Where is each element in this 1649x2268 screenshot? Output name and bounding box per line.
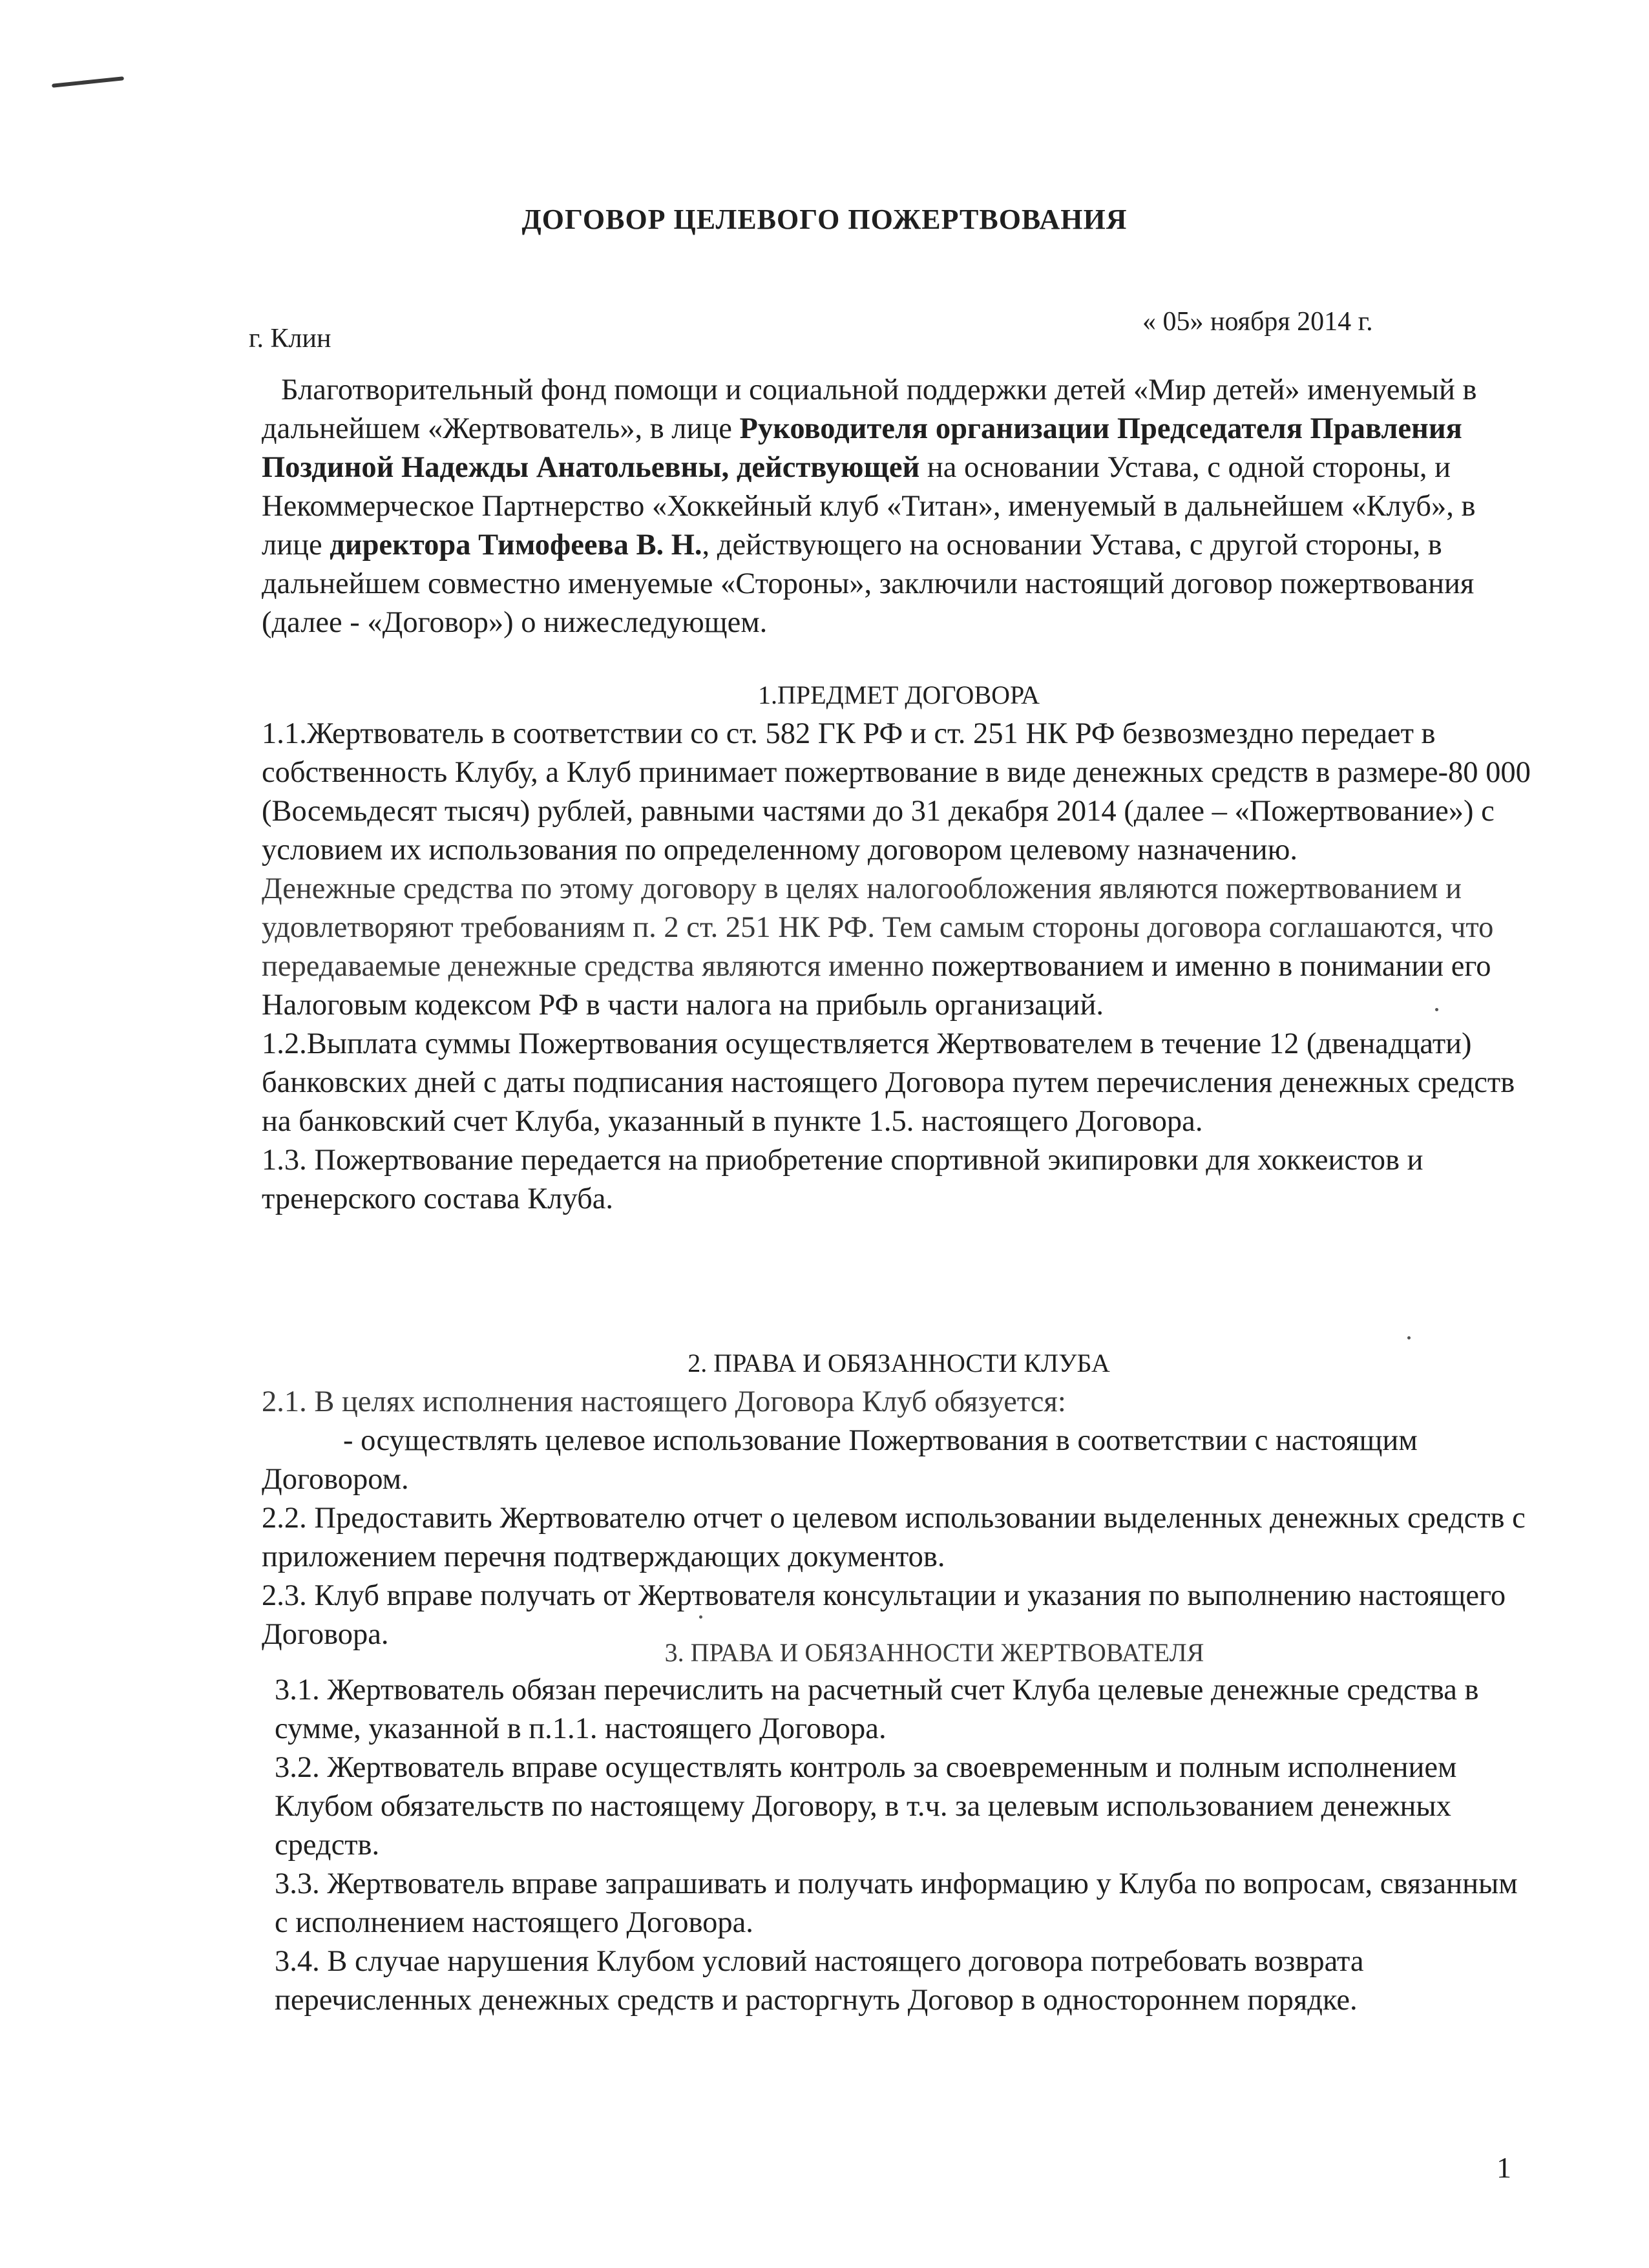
clause-2-1-b: Договором. xyxy=(262,1463,409,1496)
intro-bold-1: Руководителя организации Председателя Правления Поздиной Надежды Анатольевны, действующей xyxy=(262,412,1462,484)
section-1-heading: 1.ПРЕДМЕТ ДОГОВОРА xyxy=(757,680,1040,709)
clause-1-1-tax-text-2: пожертвованием и именно в понимании его Налоговым кодексом РФ в части налога на прибыль организаций. xyxy=(262,950,1491,1022)
date-label: « 05» ноября 2014 г. xyxy=(1142,307,1373,337)
clause-3-1: 3.1. Жертвователь обязан перечислить на расчетный счет Клуба целевые денежные средства в сумме, указанной в п.1.1. настоящего Договора. xyxy=(275,1674,1479,1745)
clause-3-2: 3.2. Жертвователь вправе осуществлять контроль за своевременным и полным исполнением Клубом обязательств по настоящему Договору, в т.ч. за целевым использованием денежных средств. xyxy=(275,1751,1457,1862)
place-label: г. Клин xyxy=(249,324,331,353)
section-2-heading: 2. ПРАВА И ОБЯЗАННОСТИ КЛУБА xyxy=(688,1349,1110,1378)
page-number: 1 xyxy=(1497,2151,1511,2184)
clause-1-1-amount: размере-80 000 (Восемьдесят тысяч) рублей, равными частями до 31 декабря 2014 (далее – «Пожертвование») с условием их использования по определенному договором целевому назначению. xyxy=(262,756,1531,866)
intro-bold-2: директора Тимофеева В. Н. xyxy=(330,529,702,562)
clause-2-1: 2.1. В целях исполнения настоящего Договора Клуб обязуется: xyxy=(262,1385,1066,1418)
intro-text-2: на основании Устава, с одной стороны, и Некоммерческое Партнерство «Хоккейный клуб «Титан», именуемый в дальнейшем «Клуб», в лице xyxy=(262,451,1476,562)
clause-1-1-tax xyxy=(262,870,1531,1025)
section-3-heading: 3. ПРАВА И ОБЯЗАННОСТИ ЖЕРТВОВАТЕЛЯ xyxy=(664,1638,1204,1667)
clause-2-2: 2.2. Предоставить Жертвователю отчет о целевом использовании выделенных денежных средств с приложением перечня подтверждающих документов. xyxy=(262,1502,1526,1573)
clause-2-3: 2.3. Клуб вправе получать от Жертвователя консультации и указания по выполнению настоящего Договора. xyxy=(262,1579,1506,1651)
clause-1-3: 1.3. Пожертвование передается на приобретение спортивной экипировки для хоккеистов и тренерского состава Клуба. xyxy=(262,1144,1423,1215)
section-2-body xyxy=(262,1383,1531,1654)
section-3-body xyxy=(275,1671,1531,2020)
clause-1-2: 1.2.Выплата суммы Пожертвования осуществляется Жертвователем в течение 12 (двенадцати) банковских дней с даты подписания настоящего Договора путем перечисления денежных средств на банковский счет Клуба, указанный в пункте 1.5. настоящего Договора. xyxy=(262,1027,1515,1138)
intro-paragraph xyxy=(262,371,1531,642)
section-1-body xyxy=(262,715,1531,1219)
clause-1-1-tax-text: Денежные средства по этому договору в целях налогообложения являются пожертвованием и удовлетворяют требованиям п. 2 ст. 251 НК РФ. Тем самым стороны договора соглашаются, что передаваемые денежные средства являются именно xyxy=(262,872,1494,983)
intro-text-3: , действующего на основании Устава, с другой стороны, в дальнейшем совместно именуемые «Стороны», заключили настоящий договор пожертвования (далее - «Договор») о нижеследующем. xyxy=(262,529,1475,639)
scan-speck xyxy=(1407,1336,1411,1339)
clause-2-1-a: - осуществлять целевое использование Пожертвования в соответствии с настоящим xyxy=(343,1424,1418,1457)
clause-1-1-text: 1.1.Жертвователь в соответствии со ст. 582 ГК РФ и ст. 251 НК РФ безвозмездно передает в собственность Клубу, а Клуб принимает пожертвование в виде денежных средств в xyxy=(262,717,1436,789)
scan-speck xyxy=(1435,1008,1438,1011)
clause-3-3: 3.3. Жертвователь вправе запрашивать и получать информацию у Клуба по вопросам, связанным с исполнением настоящего Договора. xyxy=(275,1867,1518,1939)
clause-1-1 xyxy=(262,715,1531,870)
scan-mark xyxy=(52,76,124,88)
clause-3-4: 3.4. В случае нарушения Клубом условий настоящего договора потребовать возврата перечисленных денежных средств и расторгнуть Договор в одностороннем порядке. xyxy=(275,1945,1364,2017)
intro-text-1: Благотворительный фонд помощи и социальной поддержки детей «Мир детей» именуемый в дальнейшем «Жертвователь», в лице xyxy=(262,373,1477,445)
document-title: ДОГОВОР ЦЕЛЕВОГО ПОЖЕРТВОВАНИЯ xyxy=(521,204,1128,235)
scan-speck xyxy=(699,1615,702,1619)
